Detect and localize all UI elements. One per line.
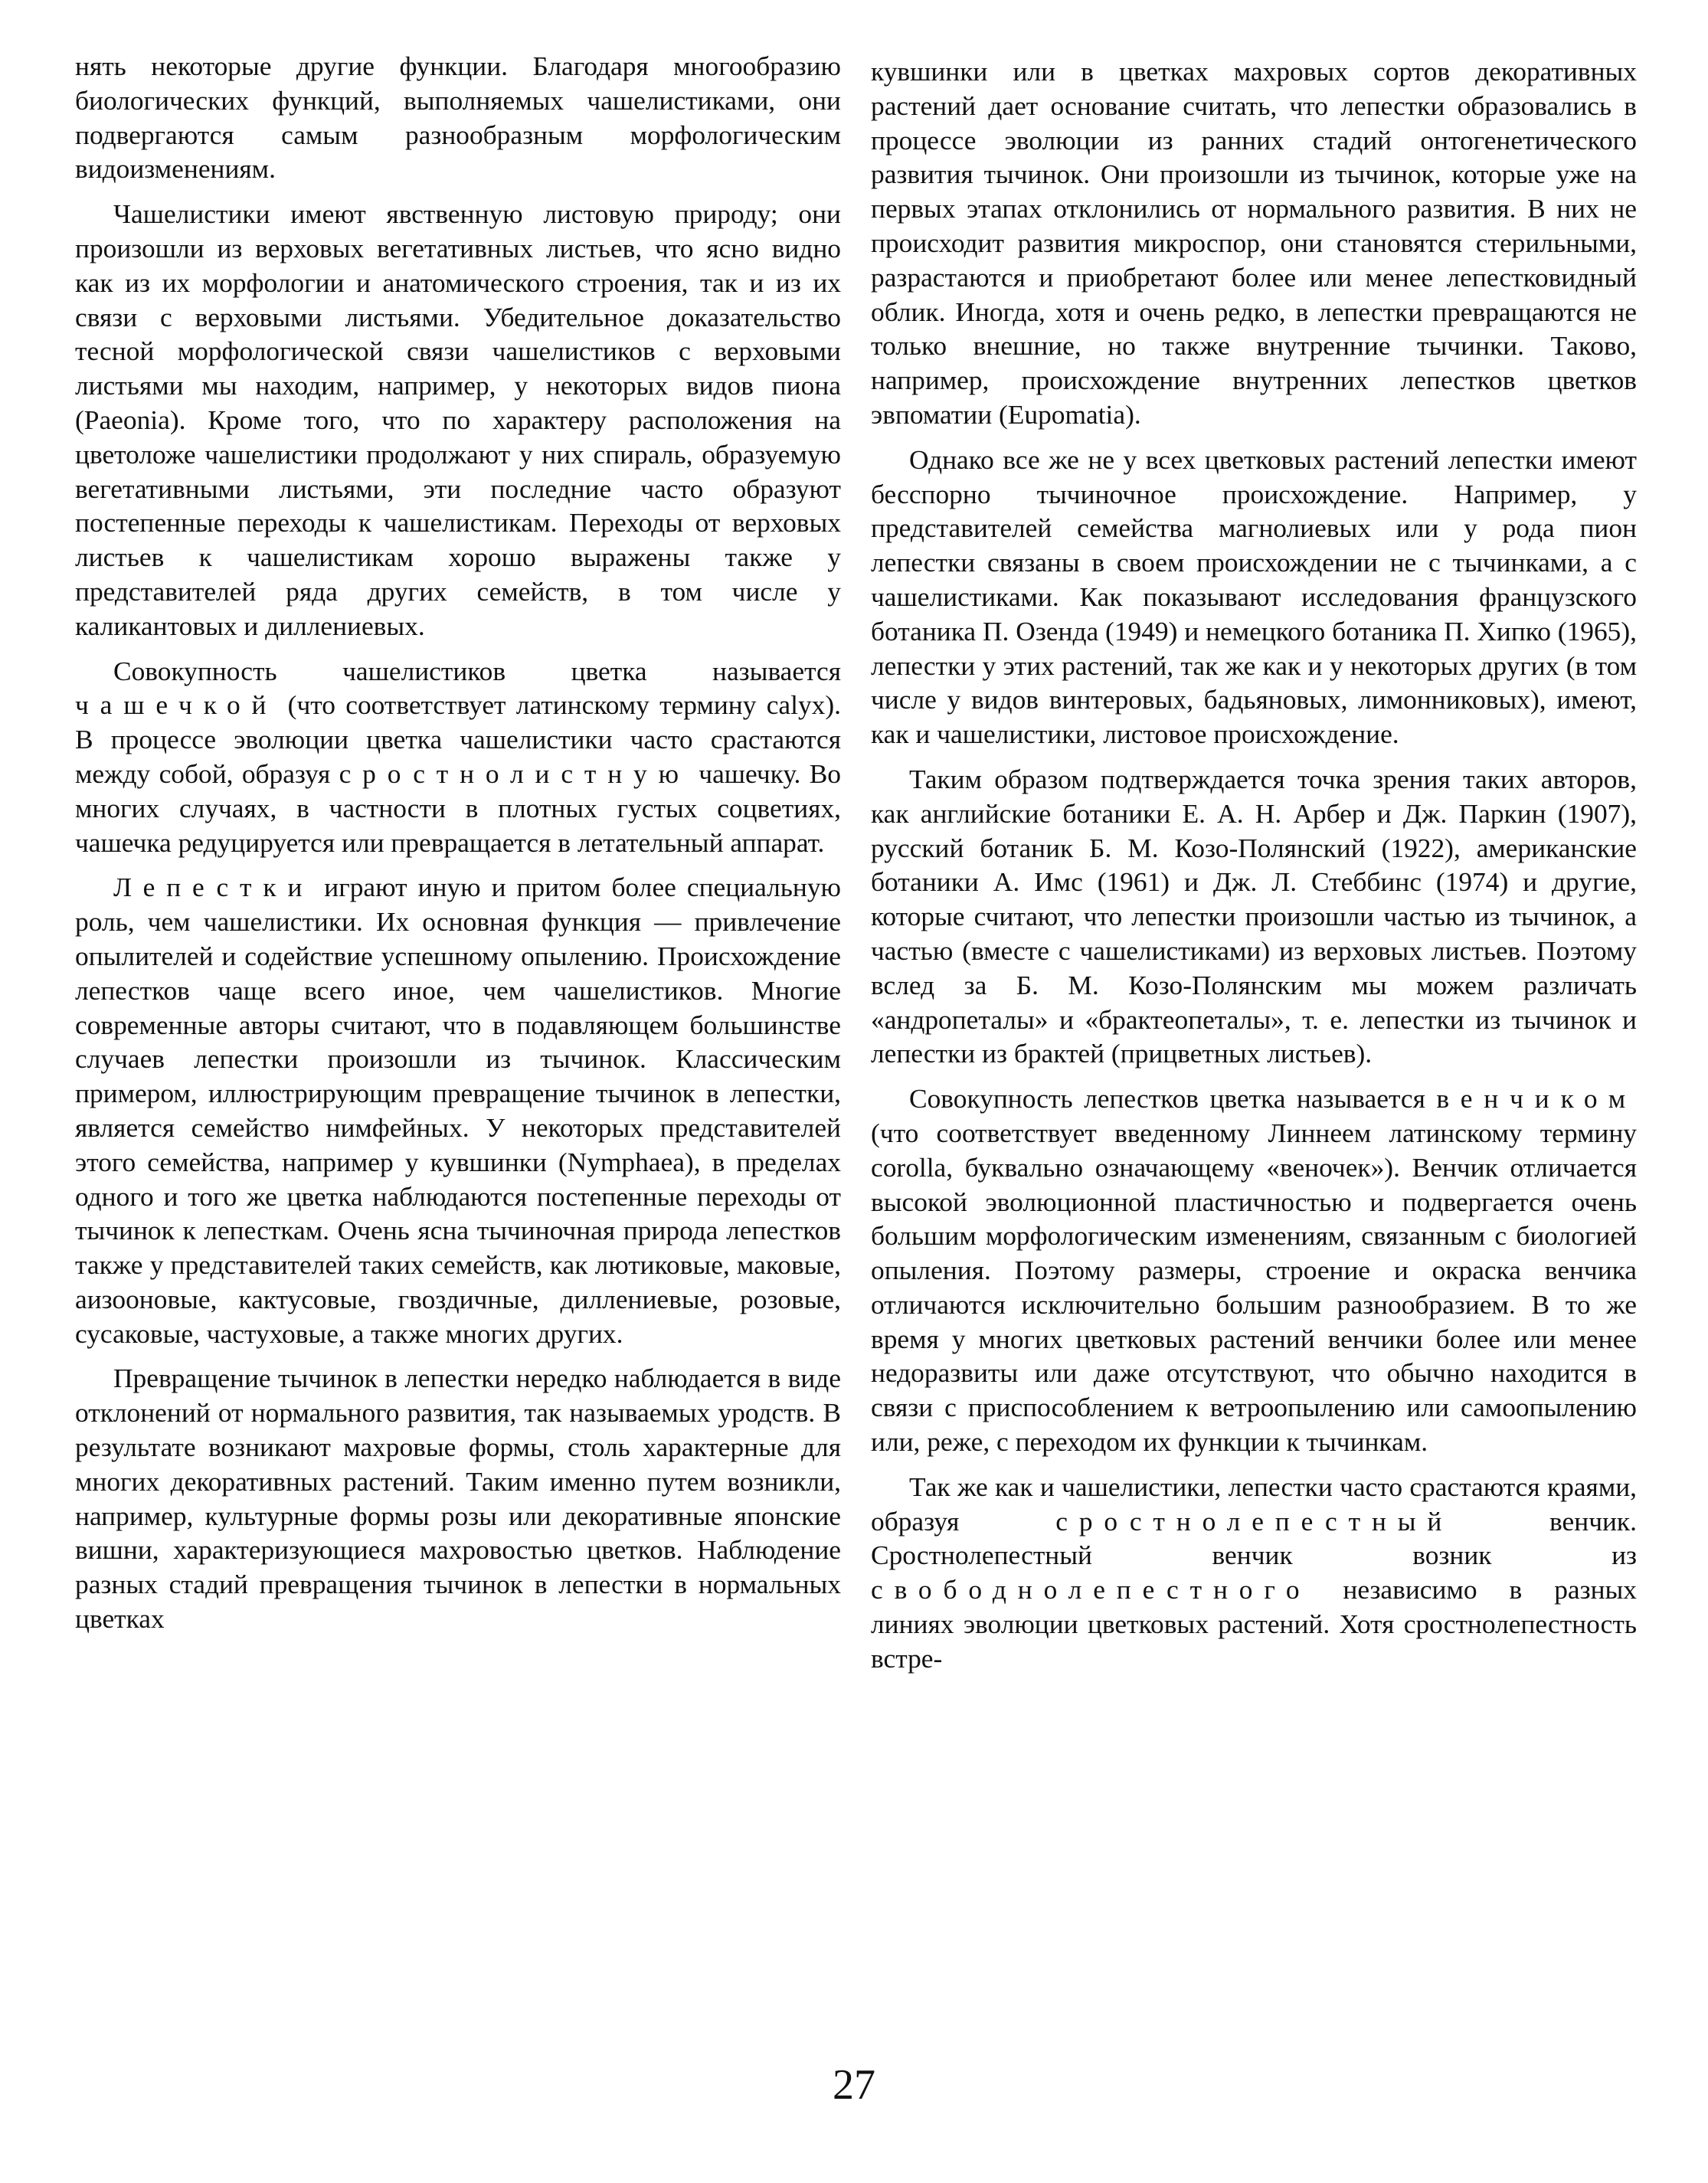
paragraph: Чашелистики имеют явственную листовую природу; они произошли из верховых вегетативных листьев, что ясно видно как из их морфологии и анатомического строения, так и из их связи с верховыми листьями. Убедительное доказательство тесной морфологической связи чашелистиков с верховыми листьями мы находим, например, у некоторых видов пиона (Paeonia). Кроме того, что по характеру расположения на цветоложе чашелистики продолжают у них спираль, образуемую вегетативными листьями, эти последние часто образуют постепенные переходы к чашелистикам. Переходы от верховых листьев к чашелистикам хорошо выражены также у представителей ряда других семейств, в том числе у каликантовых и диллениевых. <box>75 198 841 641</box>
text-run: независимо в разных линиях эволюции цветковых растений. Хотя сростнолепестность встре- <box>871 1574 1637 1674</box>
text-run: Так же как и чашелистики, лепестки часто срастаются краями, образуя <box>871 1471 1637 1537</box>
paragraph: кувшинки или в цветках махровых сортов декоративных растений дает основание считать, что лепестки образовались в процессе эволюции из ранних стадий онтогенетического развития тычинок. Они произошли из тычинок, которые уже на первых этапах отклонились от нормального развития. В них не происходит развития микроспор, они становятся стерильными, разрастаются и приобретают более или менее лепестковидный облик. Иногда, хотя и очень редко, в лепестки превращаются не только внешние, но также внутренние тычинки. Таково, например, происхождение внутренних лепестков цветков эвпоматии (Eupomatia). <box>871 56 1637 430</box>
text-run: чашечку. Во многих случаях, в частности в плотных густых соцветиях, чашечка редуцируется или превращается в летательный аппарат. <box>75 758 841 858</box>
paragraph: Однако все же не у всех цветковых растений лепестки имеют бесспорно тычиночное происхождение. Например, у представителей семейства магнолиевых или у рода пион лепестки связаны в своем происхождении не с тычинками, а с чашелистиками. Как показывают исследования французского ботаника П. Озенда (1949) и немецкого ботаника П. Хипко (1965), лепестки у этих растений, так же как и у некоторых других (в том числе у видов винтеровых, бадьяновых, лимонниковых), имеют, как и чашелистики, листовое происхождение. <box>871 443 1637 750</box>
paragraph: нять некоторые другие функции. Благодаря многообразию биологических функций, выполняемых чашелистиками, они подвергаются самым разнообразным морфологическим видоизменениям. <box>75 51 841 185</box>
spaced-term: Лепестки <box>113 872 314 903</box>
spaced-term: чашечкой <box>75 689 278 721</box>
right-column <box>871 54 1637 1676</box>
paragraph <box>871 1082 1637 1459</box>
spaced-term: венчиком <box>1436 1083 1637 1114</box>
text-run: (что соответствует введенному Линнеем латинскому термину corolla, буквально означающему «веночек»). Венчик отличается высокой эволюционной пластичностью и подвергается очень большим морфологическим изменениям, связанным с биологией опыления. Поэтому размеры, строение и окраска венчика отличаются исключительно большим разнообразием. В то же время у многих цветковых растений венчики более или менее недоразвиты или даже отсутствуют, что обычно находится в связи с приспособлением к ветроопылению или самоопылению или, реже, с переходом их функции к тычинкам. <box>871 1117 1637 1458</box>
paragraph <box>75 870 841 1350</box>
spaced-term: свободнолепестного <box>871 1574 1311 1605</box>
text-run: венчик. Сростнолепестный венчик возник из <box>871 1505 1637 1571</box>
paragraph <box>871 1470 1637 1676</box>
page-number: 27 <box>833 2061 875 2109</box>
text-run: играют иную и притом более специальную роль, чем чашелистики. Их основная функция — привлечение опылителей и содействие успешному опылению. Происхождение лепестков чаще всего иное, чем чашелистиков. Многие современные авторы считают, что в подавляющем большинстве случаев лепестки произошли из тычинок. Классическим примером, иллюстрирующим превращение тычинок в лепестки, является семейство нимфейных. У некоторых представителей этого семейства, например у кувшинки (Nymphaea), в пределах одного и того же цветка наблюдаются постепенные переходы от тычинок к лепесткам. Очень ясна тычиночная природа лепестков также у представителей таких семейств, как лютиковые, маковые, аизооновые, кактусовые, гвоздичные, диллениевые, розовые, сусаковые, частуховые, а также многих других. <box>75 872 841 1349</box>
paragraph: Превращение тычинок в лепестки нередко наблюдается в виде отклонений от нормального развития, так называемых уродств. В результате возникают махровые формы, столь характерные для многих декоративных растений. Таким именно путем возникли, например, культурные формы розы или декоративные японские вишни, характеризующиеся махровостью цветков. Наблюдение разных стадий превращения тычинок в лепестки в нормальных цветках <box>75 1363 841 1635</box>
left-column <box>75 49 841 1636</box>
paragraph: Таким образом подтверждается точка зрения таких авторов, как английские ботаники Е. А. Н. Арбер и Дж. Паркин (1907), русский ботаник Б. М. Козо-Полянский (1922), американские ботаники А. Имс (1961) и Дж. Л. Стеббинс (1974) и другие, которые считают, что лепестки произошли частью из тычинок, а частью (вместе с чашелистиками) из верховых листьев. Поэтому вслед за Б. М. Козо-Полянским мы можем различать «андропеталы» и «брактеопеталы», т. е. лепестки из тычинок и лепестки из брактей (прицветных листьев). <box>871 763 1637 1069</box>
text-run: Совокупность лепестков цветка называется <box>909 1083 1425 1114</box>
spaced-term: сростнолепестный <box>1055 1505 1454 1537</box>
spaced-term: сростнолистную <box>339 758 690 789</box>
paragraph <box>75 654 841 860</box>
text-run: Совокупность чашелистиков цветка называется <box>113 655 841 686</box>
text-run: (что соответствует латинскому термину calyx). В процессе эволюции цветка чашелистики часто срастаются между собой, образуя <box>75 689 841 789</box>
